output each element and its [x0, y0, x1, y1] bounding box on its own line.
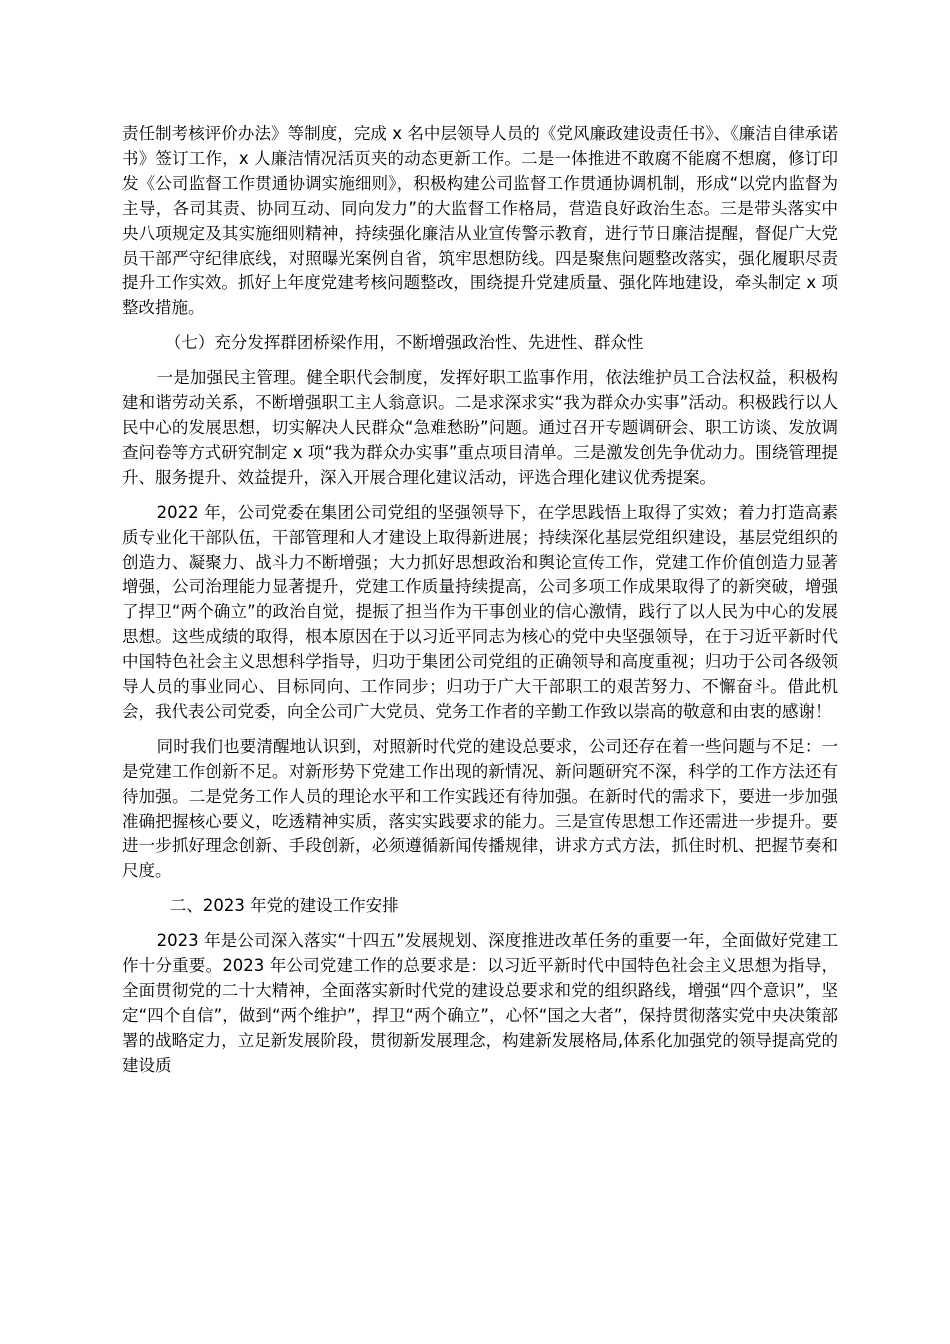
paragraph-2022-summary: 2022 年，公司党委在集团公司党组的坚强领导下，在学思践悟上取得了实效；着力打造高素质专业化干部队伍，干部管理和人才建设上取得新进展；持续深化基层党组织建设，基层党组织的创造力、凝聚力、战斗力不断增强；大力抓好思想政治和舆论宣传工作，党建工作价值创造力显著增强，公司治理能力显著提升，党建工作质量持续提高，公司多项工作成果取得了的新突破，增强了捍卫“两个确立”的政治自觉，提振了担当作为干事创业的信心激情，践行了以人民为中心的发展思想。这些成绩的取得，根本原因在于以习近平同志为核心的党中央坚强领导，在于习近平新时代中国特色社会主义思想科学指导，归功于集团公司党组的正确领导和高度重视；归功于公司各级领导人员的事业同心、目标同向、工作同步；归功于广大干部职工的艰苦努力、不懈奋斗。借此机会，我代表公司党委，向全公司广大党员、党务工作者的辛勤工作致以崇高的敬意和由衷的感谢！ — [122, 502, 838, 721]
paragraph-discipline-continued: 责任制考核评价办法》等制度，完成 x 名中层领导人员的《党风廉政建设责任书》、《廉洁自律承诺书》签订工作，x 人廉洁情况活页夹的动态更新工作。二是一体推进不敢腐不能腐不想腐，修订印发《公司监督工作贯通协调实施细则》，积极构建公司监督工作贯通协调机制，形成“以党内监督为主导，各司其责、协同互动、同向发力”的大监督工作格局，营造良好政治生态。三是带头落实中央八项规定及其实施细则精神，持续强化廉洁从业宣传警示教育，进行节日廉洁提醒，督促广大党员干部严守纪律底线，对照曝光案例自省，筑牢思想防线。四是聚焦问题整改落实，强化履职尽责提升工作实效。抓好上年度党建考核问题整改，围绕提升党建质量、强化阵地建设，牵头制定 x 项整改措施。 — [122, 124, 838, 318]
paragraph-mass-organizations: 一是加强民主管理。健全职代会制度，发挥好职工监事作用，依法维护员工合法权益，积极构建和谐劳动关系，不断增强职工主人翁意识。二是求深求实“我为群众办实事”活动。积极践行以人民中心的发展思想，切实解决人民群众“急难愁盼”问题。通过召开专题调研会、职工访谈、发放调查问卷等方式研究制定 x 项“我为群众办实事”重点项目清单。三是激发创先争优动力。围绕管理提升、服务提升、效益提升，深入开展合理化建议活动，评选合理化建议优秀提案。 — [122, 368, 838, 487]
section-heading-2023-plan: 二、2023 年党的建设工作安排 — [169, 896, 399, 916]
paragraph-2023-requirements: 2023 年是公司深入落实“十四五”发展规划、深度推进改革任务的重要一年，全面做好党建工作十分重要。2023 年公司党建工作的总要求是：以习近平新时代中国特色社会主义思想为指导，全面贯彻党的二十大精神，全面落实新时代党的建设总要求和党的组织路线，增强“四个意识”，坚定“四个自信”，做到“两个维护”，捍卫“两个确立”，心怀“国之大者”，保持贯彻落实党中央决策部署的战略定力，立足新发展阶段，贯彻新发展理念，构建新发展格局,体系化加强党的领导提高党的建设质 — [122, 931, 838, 1075]
section-heading-7: （七）充分发挥群团桥梁作用，不断增强政治性、先进性、群众性 — [164, 333, 644, 353]
paragraph-shortcomings: 同时我们也要清醒地认识到，对照新时代党的建设总要求，公司还存在着一些问题与不足：一是党建工作创新不足。对新形势下党建工作出现的新情况、新问题研究不深，科学的工作方法还有待加强。二是党务工作人员的理论水平和工作实践还有待加强。在新时代的需求下，要进一步加强准确把握核心要义，吃透精神实质，落实实践要求的能力。三是宣传思想工作还需进一步提升。要进一步抓好理念创新、手段创新，必须遵循新闻传播规律，讲求方式方法，抓住时机、把握节奏和尺度。 — [122, 736, 838, 881]
document-page — [122, 122, 838, 1089]
